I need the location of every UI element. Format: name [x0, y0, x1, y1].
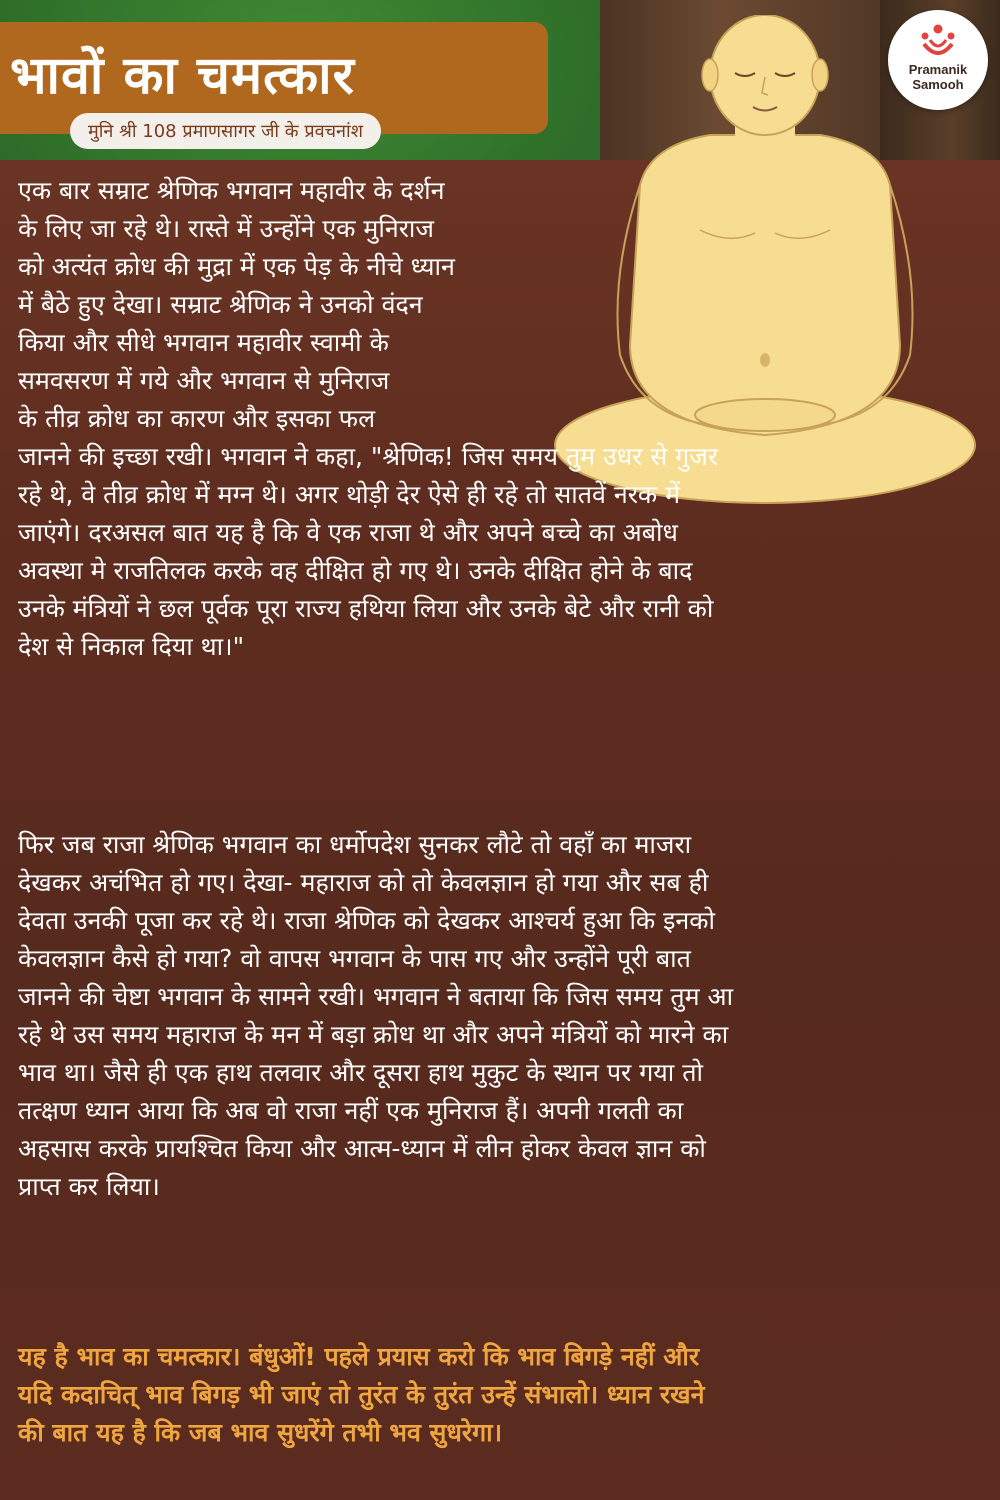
- logo-text: [888, 62, 988, 92]
- logo-line-2: Samooh: [912, 77, 964, 92]
- logo-line-1: Pramanik: [908, 62, 968, 77]
- logo: [888, 10, 988, 110]
- moral-paragraph: यह है भाव का चमत्कार। बंधुओं! पहले प्रयास करो कि भाव बिगड़े नहीं और यदि कदाचित् भाव बिगड़ भी जाएं तो तुरंत के तुरंत उन्हें संभालो। ध्यान रखने की बात यह है कि जब भाव सुधरेंगे तभी भव सुधरेगा।: [18, 1342, 705, 1447]
- pramanik-samooh-logo-icon: [918, 22, 958, 60]
- subtitle-pill: मुनि श्री 108 प्रमाणसागर जी के प्रवचनांश: [70, 113, 381, 149]
- story-paragraph-2: फिर जब राजा श्रेणिक भगवान का धर्मोपदेश सुनकर लौटे तो वहाँ का माजरा देखकर अचंभित हो गए। देखा- महाराज को तो केवलज्ञान हो गया और सब ही देवता उनकी पूजा कर रहे थे। राजा श्रेणिक को देखकर आश्चर्य हुआ कि इनको केवलज्ञान कैसे हो गया? वो वापस भगवान के पास गए और उन्होंने पूरी बात जानने की चेष्टा भगवान के सामने रखी। भगवान ने बताया कि जिस समय तुम आ रहे थे उस समय महाराज के मन में बड़ा क्रोध था और अपने मंत्रियों को मारने का भाव था। जैसे ही एक हाथ तलवार और दूसरा हाथ मुकुट के स्थान पर गया तो तत्क्षण ध्यान आया कि अब वो राजा नहीं एक मुनिराज हैं। अपनी गलती का अहसास करके प्रायश्चित किया और आत्म-ध्यान में लीन होकर केवल ज्ञान को प्राप्त कर लिया।: [18, 830, 734, 1201]
- story-paragraph-1: एक बार सम्राट श्रेणिक भगवान महावीर के दर्शन के लिए जा रहे थे। रास्ते में उन्होंने एक मुनिराज को अत्यंत क्रोध की मुद्रा में एक पेड़ के नीचे ध्यान में बैठे हुए देखा। सम्राट श्रेणिक ने उनको वंदन किया और सीधे भगवान महावीर स्वामी के समवसरण में गये और भगवान से मुनिराज के तीव्र क्रोध का कारण और इसका फल जानने की इच्छा रखी। भगवान ने कहा, "श्रेणिक! जिस समय तुम उधर से गुजर रहे थे, वे तीव्र क्रोध में मग्न थे। अगर थोड़ी देर ऐसे ही रहे तो सातवें नरक में जाएंगे। दरअसल बात यह है कि वे एक राजा थे और अपने बच्चे का अबोध अवस्था मे राजतिलक करके वह दीक्षित हो गए थे। उनके दीक्षित होने के बाद उनके मंत्रियों ने छल पूर्वक पूरा राज्य हथिया लिया और उनके बेटे और रानी को देश से निकाल दिया था।": [18, 176, 719, 661]
- page-title: भावों का चमत्कार: [10, 46, 355, 106]
